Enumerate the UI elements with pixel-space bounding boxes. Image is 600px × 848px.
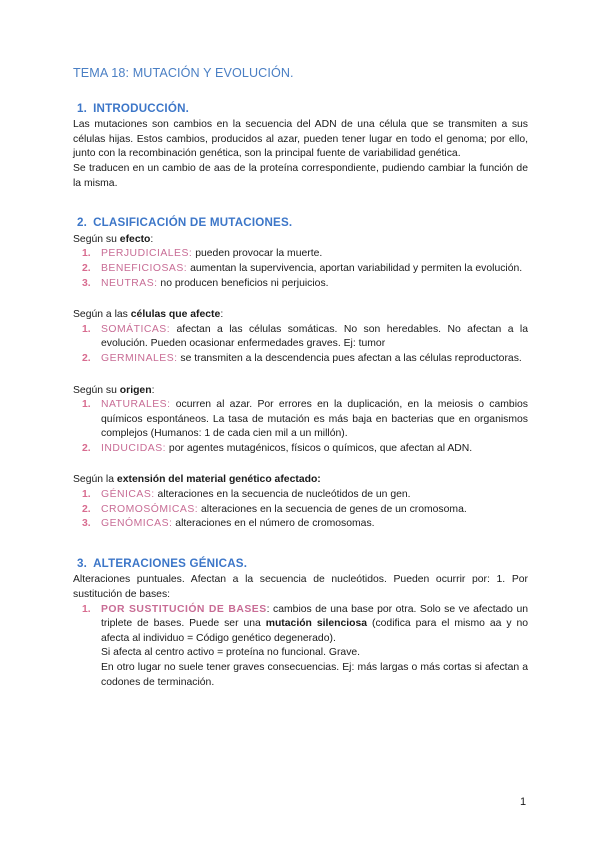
list-item: 1. NATURALES: ocurren al azar. Por errores en la duplicación, en la meiosis o cambios químicos espontáneos. La tasa de mutación es más baja en bacterias que en organismos complejos (Humanos: 1 de cada cien mil a un millón).: [82, 399, 528, 440]
list-item: 3. NEUTRAS: no producen beneficios ni perjuicios.: [82, 277, 329, 289]
group-label-efecto: Según su efecto:: [73, 233, 154, 245]
section-3-heading: [77, 557, 528, 572]
section-2-heading: [77, 216, 528, 231]
list-efecto: [73, 247, 528, 291]
list-extension: [73, 488, 528, 532]
list-item: 1. SOMÁTICAS: afectan a las células somáticas. No son heredables. No afectan a la evolución. Pueden ocasionar enfermedades graves. Ej: tumor: [82, 323, 528, 350]
list-item: 1. POR SUSTITUCIÓN DE BASES: cambios de una base por otra. Solo se ve afectado un triplete de bases. Puede ser una mutación silenciosa (codifica para el mismo aa y no afecta al individuo = Código genético degenerado). Si afecta al centro activo = proteína no funcional. Grave. En otro lugar no suele tener graves consecuencias. Ej: más largas o más cortas si afectan a codones de terminación.: [82, 603, 529, 688]
paragraph: Se traducen en un cambio de aas de la proteína correspondiente, pudiendo cambiar la función de la misma.: [73, 162, 528, 189]
section-title: INTRODUCCIÓN.: [93, 101, 190, 115]
list-alteraciones: [73, 603, 528, 691]
list-origen: [73, 398, 528, 456]
section-number: 3.: [77, 556, 88, 570]
list-item: 1. GÉNICAS: alteraciones en la secuencia de nucleótidos de un gen.: [82, 489, 411, 501]
page-number: 1: [520, 796, 527, 808]
paragraph: Las mutaciones son cambios en la secuencia del ADN de una célula que se transmiten a sus células hijas. Estos cambios, producidos al azar, pueden tener lugar en todo el genoma; por ello, junto con la recombinación genética, son la principal fuente de variabilidad genética.: [73, 119, 528, 160]
list-item: 1. PERJUDICIALES: pueden provocar la muerte.: [82, 248, 323, 260]
section-number: 2.: [77, 216, 88, 230]
group-label-origen: Según su origen:: [73, 384, 155, 396]
paragraph: Alteraciones puntuales. Afectan a la secuencia de nucleótidos. Pueden ocurrir por: 1. Por sustitución de bases:: [73, 574, 528, 601]
list-item: 3. GENÓMICAS: alteraciones en el número de cromosomas.: [82, 518, 375, 530]
section-title: ALTERACIONES GÉNICAS.: [93, 556, 248, 570]
section-1-heading: [77, 102, 528, 117]
section-number: 1.: [77, 101, 88, 115]
group-label-extension: Según la extensión del material genético afectado:: [73, 474, 321, 486]
list-item: 2. GERMINALES: se transmiten a la descendencia pues afectan a las células reproductoras.: [82, 352, 522, 364]
document-page: [73, 66, 528, 690]
group-label-celulas: Según a las células que afecte:: [73, 309, 224, 321]
list-item: 2. BENEFICIOSAS: aumentan la supervivencia, aportan variabilidad y permiten la evolución.: [82, 262, 523, 274]
list-item: 2. CROMOSÓMICAS: alteraciones en la secuencia de genes de un cromosoma.: [82, 503, 467, 515]
document-title: TEMA 18: MUTACIÓN Y EVOLUCIÓN.: [73, 66, 294, 80]
list-celulas: [73, 323, 528, 367]
section-title: CLASIFICACIÓN DE MUTACIONES.: [93, 216, 293, 230]
list-item: 2. INDUCIDAS: por agentes mutagénicos, físicos o químicos, que afectan al ADN.: [82, 442, 473, 454]
